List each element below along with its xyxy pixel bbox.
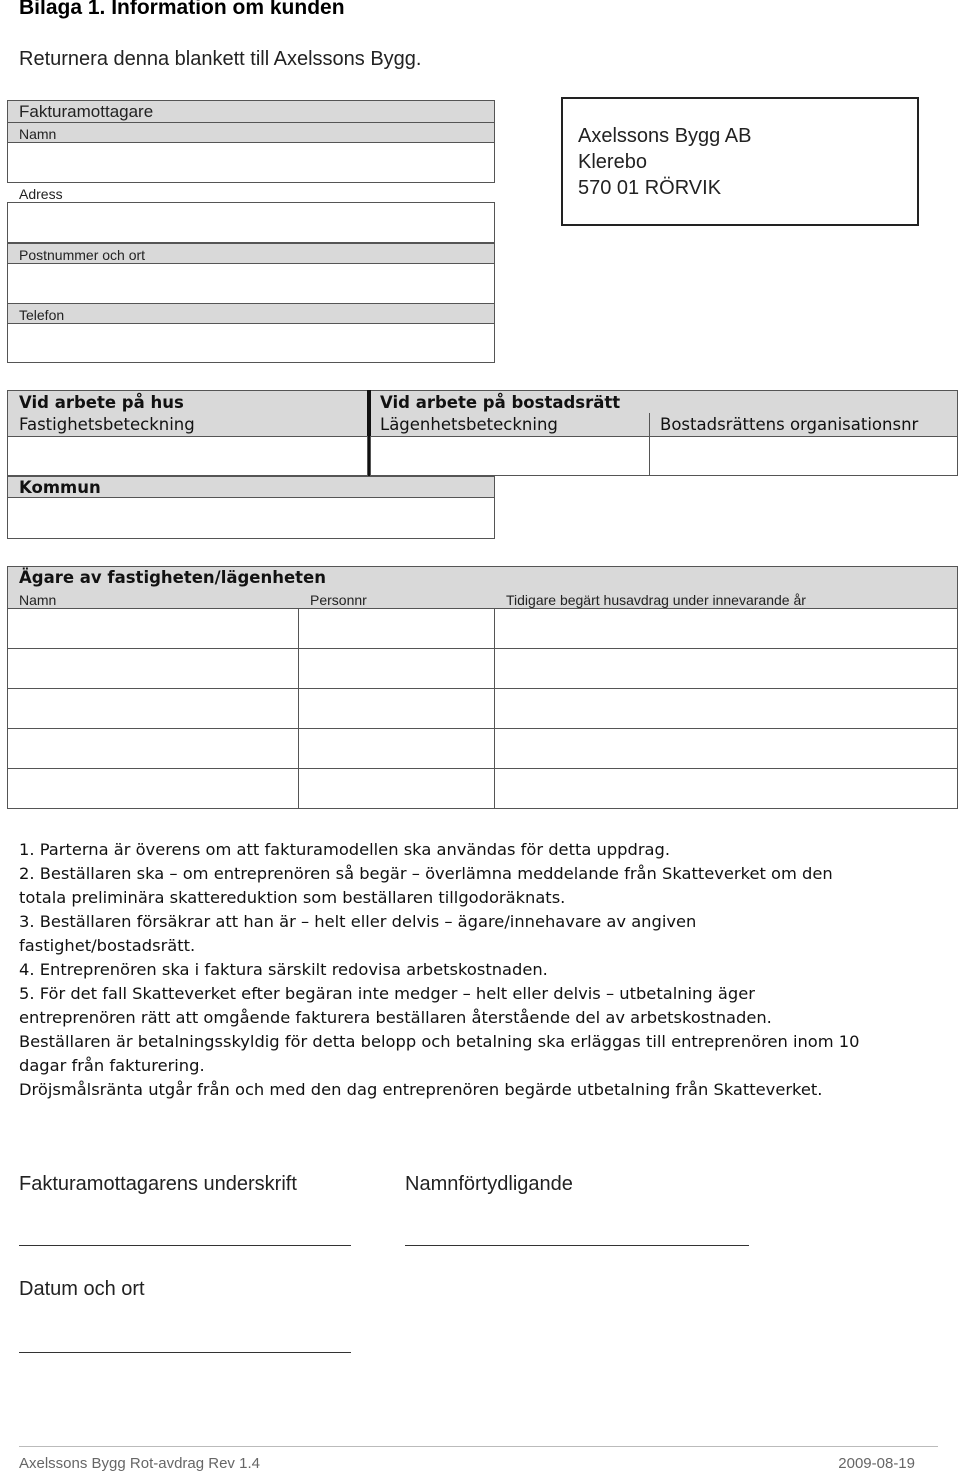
- address-field[interactable]: [7, 202, 495, 243]
- address-label: Adress: [19, 186, 63, 202]
- owners-heading: Ägare av fastigheten/lägenheten: [19, 568, 326, 587]
- date-place-line[interactable]: [19, 1352, 351, 1353]
- phone-label: Telefon: [19, 307, 65, 323]
- term-line: dagar från fakturering.: [19, 1056, 205, 1075]
- footer-right: 2009-08-19: [838, 1455, 915, 1472]
- date-place-label: Datum och ort: [19, 1278, 145, 1300]
- owner-name-cell[interactable]: [7, 768, 299, 809]
- apartment-designation-field[interactable]: [370, 436, 650, 476]
- owner-previous-cell[interactable]: [494, 728, 958, 769]
- term-line: 3. Beställaren försäkrar att han är – helt eller delvis – ägare/innehavare av angiven: [19, 912, 697, 931]
- term-line: 2. Beställaren ska – om entreprenören så begär – överlämna meddelande från Skatteverket om den: [19, 864, 833, 883]
- owner-personnr-cell[interactable]: [298, 608, 495, 649]
- clarification-label: Namnförtydligande: [405, 1173, 573, 1195]
- owner-personnr-cell[interactable]: [298, 648, 495, 689]
- return-address-line2: Klerebo: [578, 151, 647, 173]
- page-title: Bilaga 1. Information om kunden: [19, 0, 345, 19]
- owner-previous-cell[interactable]: [494, 688, 958, 729]
- phone-field[interactable]: [7, 323, 495, 363]
- return-address-line1: Axelssons Bygg AB: [578, 125, 752, 147]
- postal-field[interactable]: [7, 263, 495, 304]
- owner-personnr-cell[interactable]: [298, 768, 495, 809]
- term-line: Beställaren är betalningsskyldig för detta belopp och betalning ska erläggas till entreprenören inom 10: [19, 1032, 860, 1051]
- name-field[interactable]: [7, 142, 495, 183]
- signature-line[interactable]: [19, 1245, 351, 1246]
- term-line: Dröjsmålsränta utgår från och med den dag entreprenören begärde utbetalning från Skatteverket.: [19, 1080, 823, 1099]
- term-line: entreprenören rätt att omgående fakturera beställaren återstående del av arbetskostnaden.: [19, 1008, 772, 1027]
- owner-previous-cell[interactable]: [494, 648, 958, 689]
- phone-label-row: [7, 303, 495, 324]
- postal-label: Postnummer och ort: [19, 247, 146, 263]
- municipality-label: Kommun: [19, 478, 101, 497]
- term-line: 4. Entreprenören ska i faktura särskilt redovisa arbetskostnaden.: [19, 960, 548, 979]
- name-label-row: [7, 122, 495, 143]
- owner-previous-cell[interactable]: [494, 608, 958, 649]
- owner-previous-cell[interactable]: [494, 768, 958, 809]
- owner-name-cell[interactable]: [7, 608, 299, 649]
- intro-text: Returnera denna blankett till Axelssons Bygg.: [19, 48, 422, 70]
- owner-personnr-cell[interactable]: [298, 728, 495, 769]
- footer-left: Axelssons Bygg Rot-avdrag Rev 1.4: [19, 1455, 260, 1472]
- owner-name-cell[interactable]: [7, 728, 299, 769]
- clarification-line[interactable]: [405, 1245, 749, 1246]
- signature-label: Fakturamottagarens underskrift: [19, 1173, 297, 1195]
- org-field-label: Bostadsrättens organisationsnr: [660, 415, 919, 434]
- return-address-box: [561, 97, 919, 226]
- owner-personnr-cell[interactable]: [298, 688, 495, 729]
- condo-heading: Vid arbete på bostadsrätt: [380, 393, 621, 412]
- footer-rule: [19, 1446, 938, 1447]
- house-heading: Vid arbete på hus: [19, 393, 184, 412]
- owners-col-previous: Tidigare begärt husavdrag under innevarande år: [506, 592, 806, 608]
- owner-name-cell[interactable]: [7, 648, 299, 689]
- municipality-field[interactable]: [7, 497, 495, 539]
- term-line: 1. Parterna är överens om att fakturamodellen ska användas för detta uppdrag.: [19, 840, 671, 859]
- house-field-label: Fastighetsbeteckning: [19, 415, 195, 434]
- owners-col-name: Namn: [19, 592, 57, 608]
- property-designation-field[interactable]: [7, 436, 368, 476]
- term-line: 5. För det fall Skatteverket efter begäran inte medger – helt eller delvis – utbetalning äger: [19, 984, 755, 1003]
- owners-col-personnr: Personnr: [310, 592, 367, 608]
- term-line: fastighet/bostadsrätt.: [19, 936, 196, 955]
- condo-field-label: Lägenhetsbeteckning: [380, 415, 558, 434]
- recipient-section-label: Fakturamottagare: [19, 102, 154, 121]
- name-label: Namn: [19, 126, 57, 142]
- org-number-field[interactable]: [649, 436, 958, 476]
- owner-name-cell[interactable]: [7, 688, 299, 729]
- return-address-line3: 570 01 RÖRVIK: [578, 177, 722, 199]
- term-line: totala preliminära skattereduktion som beställaren tillgodoräknats.: [19, 888, 566, 907]
